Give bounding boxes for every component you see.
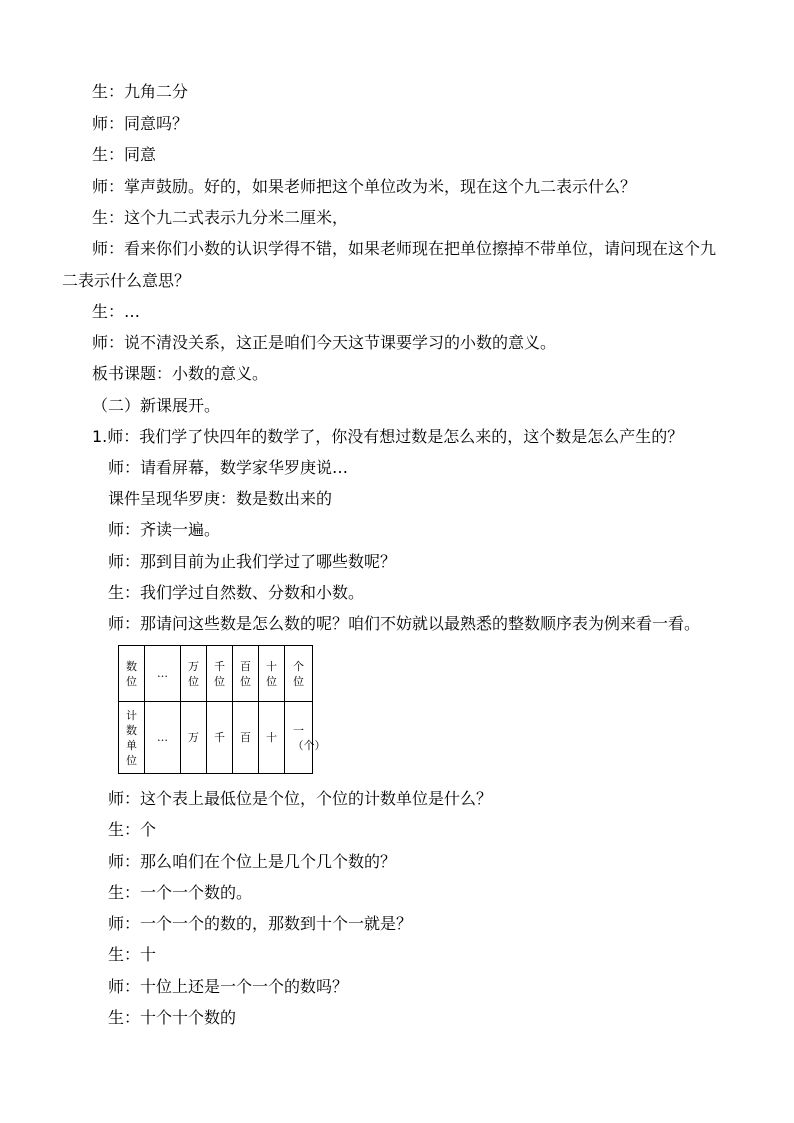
- table-row-place: [119, 646, 313, 702]
- table-row-unit: [119, 702, 313, 774]
- table-cell: 十: [259, 702, 285, 774]
- line-26: 生：十个十个数的: [108, 1008, 237, 1027]
- line-11: （二）新课展开。: [92, 396, 221, 415]
- table-cell: 千位: [207, 646, 233, 702]
- table-cell: 百位: [233, 646, 259, 702]
- line-9: 师：说不清没关系，这正是咱们今天这节课要学习的小数的意义。: [92, 333, 557, 352]
- table-cell: …: [145, 646, 181, 702]
- place-value-table: [118, 645, 326, 774]
- line-25: 师：十位上还是一个一个的数吗？: [108, 977, 349, 996]
- table-cell: …: [145, 702, 181, 774]
- line-8: 生：…: [92, 302, 141, 321]
- line-24: 生：十: [108, 945, 157, 964]
- line-19: 师：这个表上最低位是个位，个位的计数单位是什么？: [108, 789, 493, 808]
- line-2: 师：同意吗？: [92, 114, 189, 133]
- line-12: 1.师：我们学了快四年的数学了，你没有想过数是怎么来的，这个数是怎么产生的？: [92, 427, 684, 446]
- table-cell: 百: [233, 702, 259, 774]
- line-16: 师：那到目前为止我们学过了哪些数呢？: [108, 552, 397, 571]
- line-3: 生：同意: [92, 145, 157, 164]
- line-22: 生：一个一个数的。: [108, 883, 253, 902]
- line-4: 师：掌声鼓励。好的，如果老师把这个单位改为米，现在这个九二表示什么？: [92, 177, 637, 196]
- line-1: 生：九角二分: [92, 82, 189, 101]
- table-cell: 千: [207, 702, 233, 774]
- line-6: 师：看来你们小数的认识学得不错，如果老师现在把单位擦掉不带单位，请问现在这个九: [92, 239, 717, 258]
- line-21: 师：那么咱们在个位上是几个几个数的？: [108, 852, 397, 871]
- table-cell: 十位: [259, 646, 285, 702]
- table-cell: 万位: [181, 646, 207, 702]
- line-23: 师：一个一个的数的，那数到十个一就是？: [108, 914, 413, 933]
- line-17: 生：我们学过自然数、分数和小数。: [108, 583, 365, 602]
- table-cell: 一（个）: [285, 702, 313, 774]
- line-10: 板书课题：小数的意义。: [92, 364, 269, 383]
- line-15: 师：齐读一遍。: [108, 520, 221, 539]
- line-14: 课件呈现华罗庚：数是数出来的: [108, 489, 333, 508]
- table-cell: 数位: [119, 646, 145, 702]
- table-cell: 计数单位: [119, 702, 145, 774]
- line-5: 生：这个九二式表示九分米二厘米，: [92, 208, 349, 227]
- table-cell: 个位: [285, 646, 313, 702]
- line-7: 二表示什么意思？: [62, 271, 191, 290]
- line-13: 师：请看屏幕，数学家华罗庚说…: [108, 458, 349, 477]
- table-cell: 万: [181, 702, 207, 774]
- line-18: 师：那请问这些数是怎么数的呢？咱们不妨就以最熟悉的整数顺序表为例来看一看。: [108, 614, 701, 633]
- line-20: 生：个: [108, 820, 157, 839]
